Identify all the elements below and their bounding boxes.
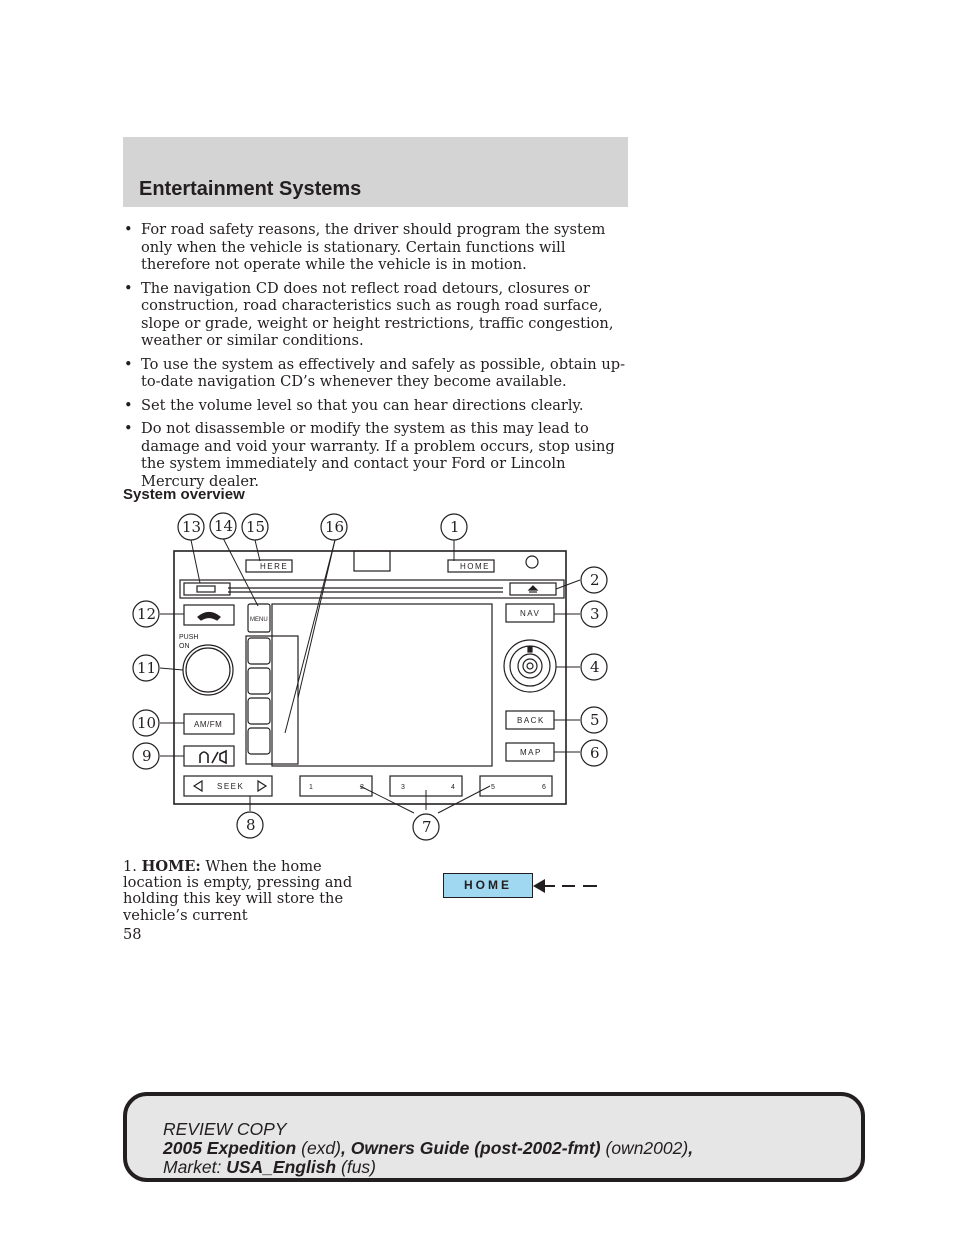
callout-2: 2 [590, 571, 600, 589]
system-overview-heading: System overview [123, 486, 245, 503]
push-on-label-1: PUSH [179, 634, 199, 641]
nav-button-label: NAV [520, 609, 541, 618]
callout-1: 1 [450, 518, 460, 536]
seek-button-label: SEEK [217, 782, 245, 791]
map-button-label: MAP [520, 748, 542, 757]
callout-10: 10 [137, 714, 157, 732]
bullet-item: • For road safety reasons, the driver should program the system only when the vehicle is stationary. Certain functions will therefore not operate while the vehicle is in motion. [123, 221, 628, 274]
callout-9: 9 [142, 747, 152, 765]
page-number: 58 [123, 926, 142, 943]
bullet-item: • To use the system as effectively and safely as possible, obtain up-to-date navigation CD’s whenever they become available. [123, 356, 628, 391]
callout-8: 8 [246, 816, 256, 834]
callout-15: 15 [246, 518, 266, 536]
push-on-label-2: ON [179, 643, 190, 650]
bullet-item: • Do not disassemble or modify the system as this may lead to damage and void your warranty. If a problem occurs, stop using the system immediately and contact your Ford or Lincoln Mercury dealer. [123, 420, 628, 490]
home-item-number: 1. [123, 858, 137, 875]
home-button-label: HOME [460, 562, 490, 571]
footer-comma: , [688, 1138, 694, 1158]
here-button-label: HERE [260, 562, 289, 571]
amfm-button-label: AM/FM [194, 720, 223, 729]
safety-bullet-list [123, 221, 628, 496]
section-title: Entertainment Systems [139, 178, 362, 200]
callout-13: 13 [182, 518, 202, 536]
preset-label-6: 6 [542, 784, 546, 791]
callout-6: 6 [590, 744, 600, 762]
footer-text [163, 1120, 693, 1177]
footer-market-label: Market: [163, 1157, 222, 1177]
footer-model-code: (exd) [301, 1138, 341, 1158]
footer-review: REVIEW COPY [163, 1119, 287, 1139]
footer-model: 2005 Expedition [163, 1138, 297, 1158]
bullet-item: • Set the volume level so that you can hear directions clearly. [123, 397, 628, 415]
review-copy-footer [123, 1092, 865, 1182]
system-overview-diagram [120, 508, 620, 843]
home-item-text: When the home location is empty, pressing and holding this key will store the vehicle’s current [123, 858, 353, 924]
footer-guide: , Owners Guide (post-2002-fmt) [341, 1138, 601, 1158]
callout-5: 5 [590, 711, 600, 729]
preset-label-4: 4 [451, 784, 455, 791]
callout-7: 7 [422, 818, 432, 836]
footer-market-code: (fus) [341, 1157, 376, 1177]
arrow-left-icon [533, 876, 603, 896]
callout-4: 4 [590, 658, 600, 676]
preset-label-3: 3 [401, 784, 405, 791]
back-button-label: BACK [517, 716, 545, 725]
footer-market: USA_English [226, 1157, 337, 1177]
home-button-graphic: HOME [443, 873, 533, 898]
callout-12: 12 [137, 605, 157, 623]
home-description [123, 859, 373, 924]
bullet-item: • The navigation CD does not reflect road detours, closures or construction, road characteristics such as rough road surface, slope or grade, weight or height restrictions, traffic congestion, weather or similar conditions. [123, 280, 628, 350]
home-item-label: HOME: [141, 858, 201, 875]
preset-label-2: 2 [360, 784, 364, 791]
callout-11: 11 [137, 659, 157, 677]
section-header-band [123, 137, 628, 207]
preset-label-5: 5 [491, 784, 495, 791]
footer-guide-code: (own2002) [605, 1138, 689, 1158]
callout-14: 14 [214, 517, 234, 535]
preset-label-1: 1 [309, 784, 313, 791]
menu-button-label: MENU [250, 617, 268, 623]
callout-3: 3 [590, 605, 600, 623]
callout-16: 16 [325, 518, 345, 536]
